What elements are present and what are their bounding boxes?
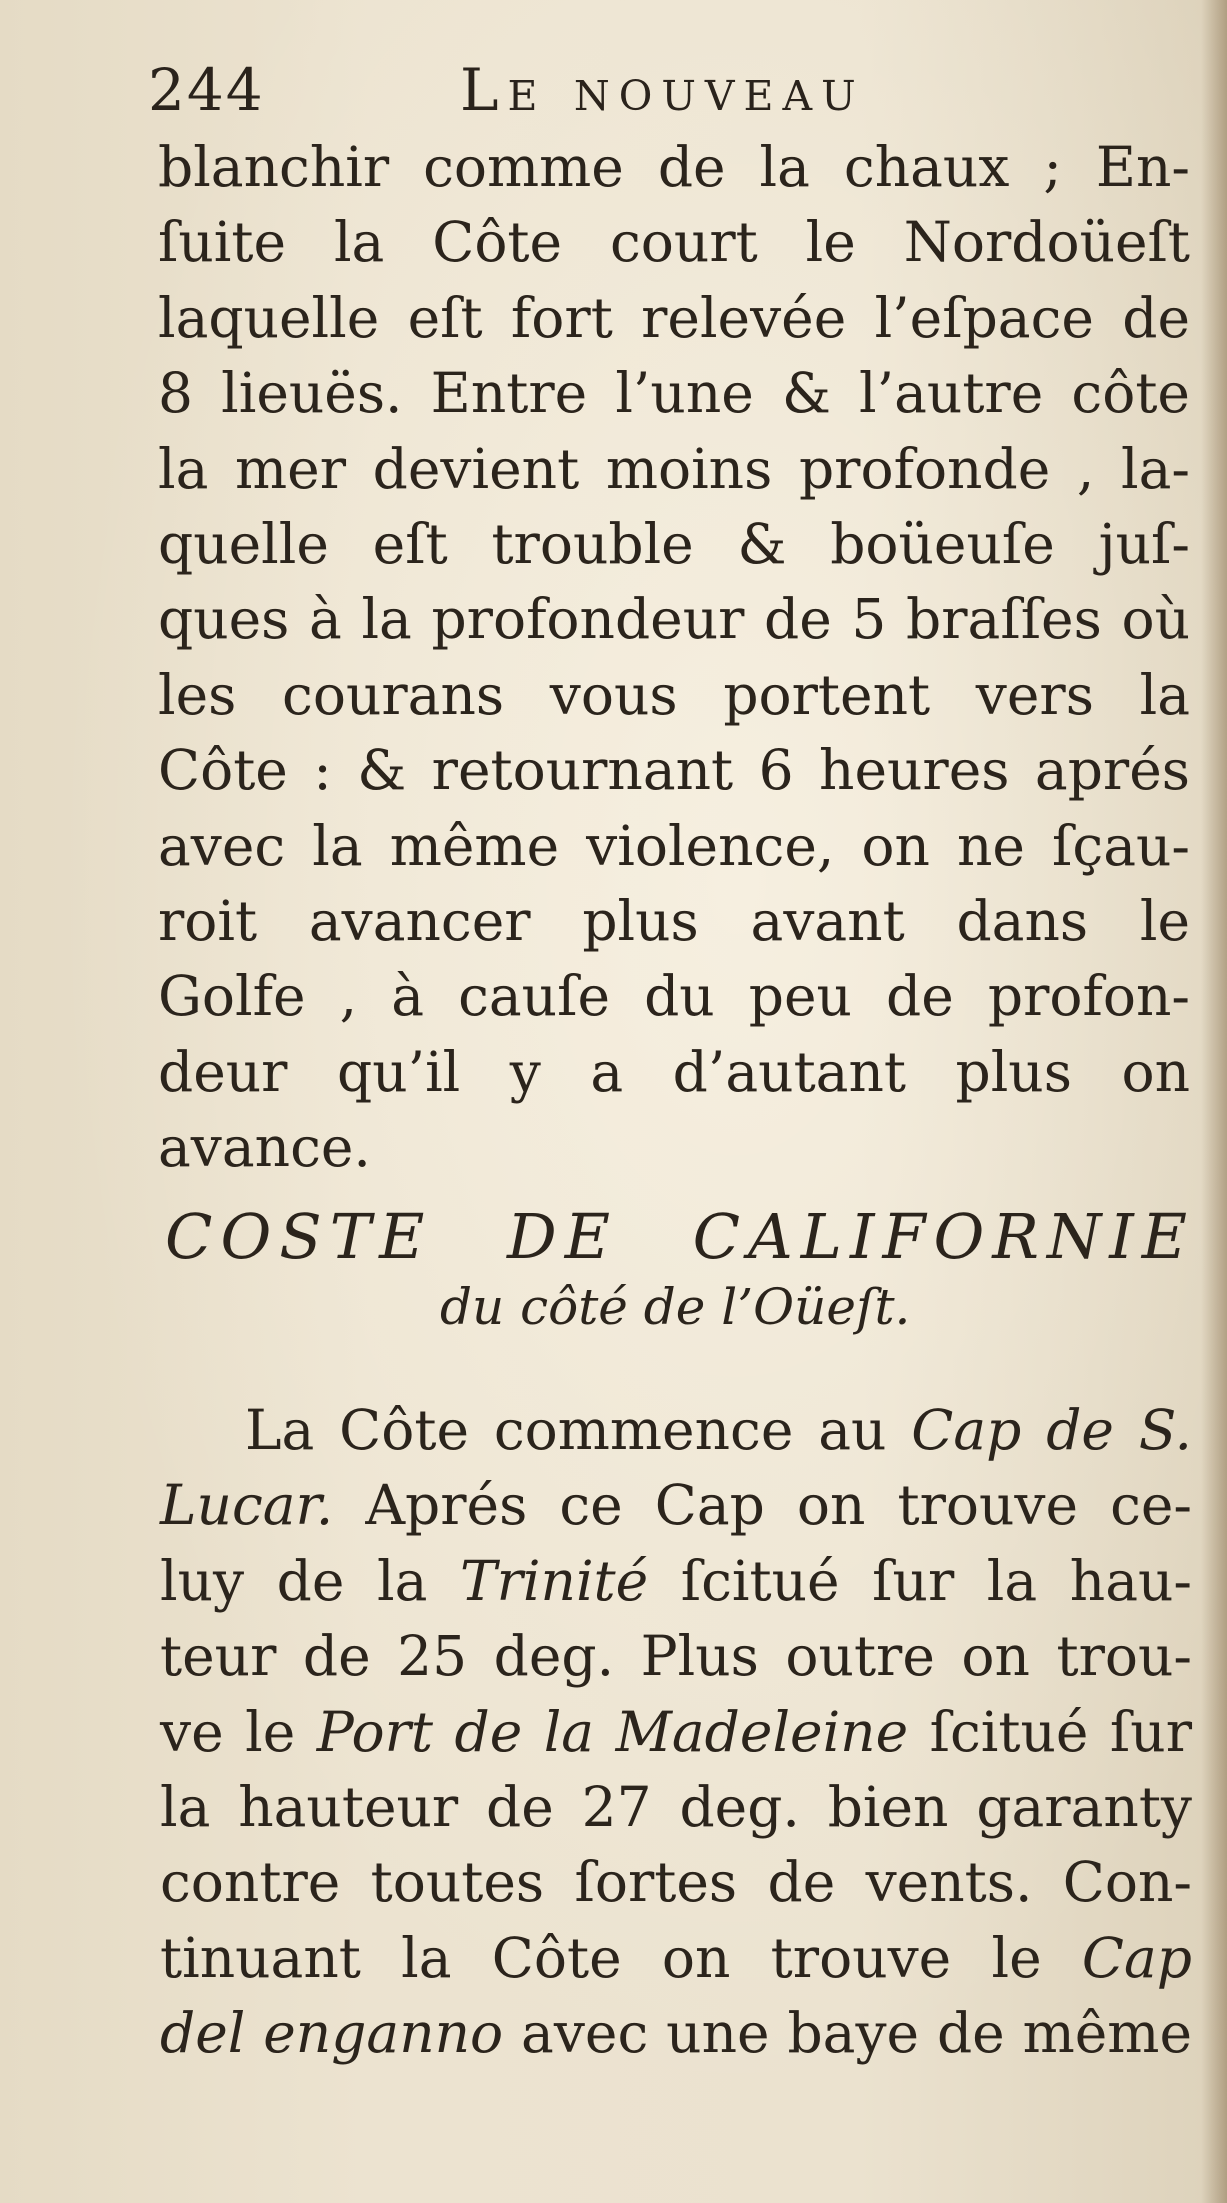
text-line: contre toutes ſortes de vents. Con- xyxy=(160,1850,1192,1915)
page-number: 244 xyxy=(148,56,265,124)
section-heading: COSTE DE CALIFORNIE xyxy=(165,1200,1195,1273)
text-line: laquelle eſt fort relevée l’eſpace de xyxy=(158,285,1190,350)
text-run: tinuant la Côte on trouve le xyxy=(160,1925,1082,1990)
place-name: Lucar. xyxy=(160,1473,334,1538)
text-line: Côte : & retournant 6 heures aprés xyxy=(158,738,1190,803)
text-line: les courans vous portent vers la xyxy=(158,662,1190,727)
text-run: luy de la xyxy=(160,1548,460,1613)
text-run: ſcitué ſur xyxy=(908,1699,1192,1764)
text-run: Aprés ce Cap on trouve ce- xyxy=(333,1473,1192,1538)
text-line: deur qu’il y a d’autant plus on xyxy=(158,1039,1190,1104)
text-line: 8 lieuës. Entre l’une & l’autre côte xyxy=(158,361,1190,426)
text-run: ve le xyxy=(160,1699,317,1764)
text-line: roit avancer plus avant dans le xyxy=(158,888,1190,953)
page-gutter-shadow xyxy=(1201,0,1227,2203)
text-line xyxy=(160,1393,1192,1468)
text-run: La Côte commence au xyxy=(245,1398,912,1462)
text-line: la mer devient moins profonde , la- xyxy=(158,436,1190,501)
text-run: ſcitué ſur la hau- xyxy=(648,1548,1192,1613)
place-name: Port de la Madeleine xyxy=(316,1699,909,1764)
text-line xyxy=(160,1468,1192,1543)
paragraph-1 xyxy=(158,130,1190,1185)
text-line: avec la même violence, on ne ſçau- xyxy=(158,813,1190,878)
place-name: Cap de S. xyxy=(911,1398,1192,1462)
text-line: ſuite la Côte court le Nordoüeſt xyxy=(158,210,1190,275)
paragraph-2 xyxy=(160,1393,1192,2072)
text-line: blanchir comme de la chaux ; En- xyxy=(158,135,1190,199)
text-line xyxy=(160,1695,1192,1770)
running-head: Le nouveau xyxy=(460,56,865,124)
text-line: la hauteur de 27 deg. bien garanty xyxy=(160,1774,1192,1839)
text-line: ques à la profondeur de 5 braſſes où xyxy=(158,587,1190,652)
page-header xyxy=(148,56,1148,136)
text-run: avec une baye de même xyxy=(503,2001,1192,2066)
text-line: quelle eſt trouble & boüeuſe juſ- xyxy=(158,511,1190,576)
place-name: Trinité xyxy=(459,1548,649,1613)
text-line xyxy=(160,1996,1192,2071)
text-line xyxy=(160,1544,1192,1619)
place-name: Cap xyxy=(1081,1925,1192,1990)
text-line: Golfe , à cauſe du peu de profon- xyxy=(158,964,1190,1029)
text-line-last: avance. xyxy=(158,1115,371,1180)
text-line: teur de 25 deg. Plus outre on trou- xyxy=(160,1624,1192,1689)
section-subheading: du côté de l’Oüeſt. xyxy=(440,1278,911,1336)
text-line xyxy=(160,1921,1192,1996)
place-name: del enganno xyxy=(160,2001,504,2066)
